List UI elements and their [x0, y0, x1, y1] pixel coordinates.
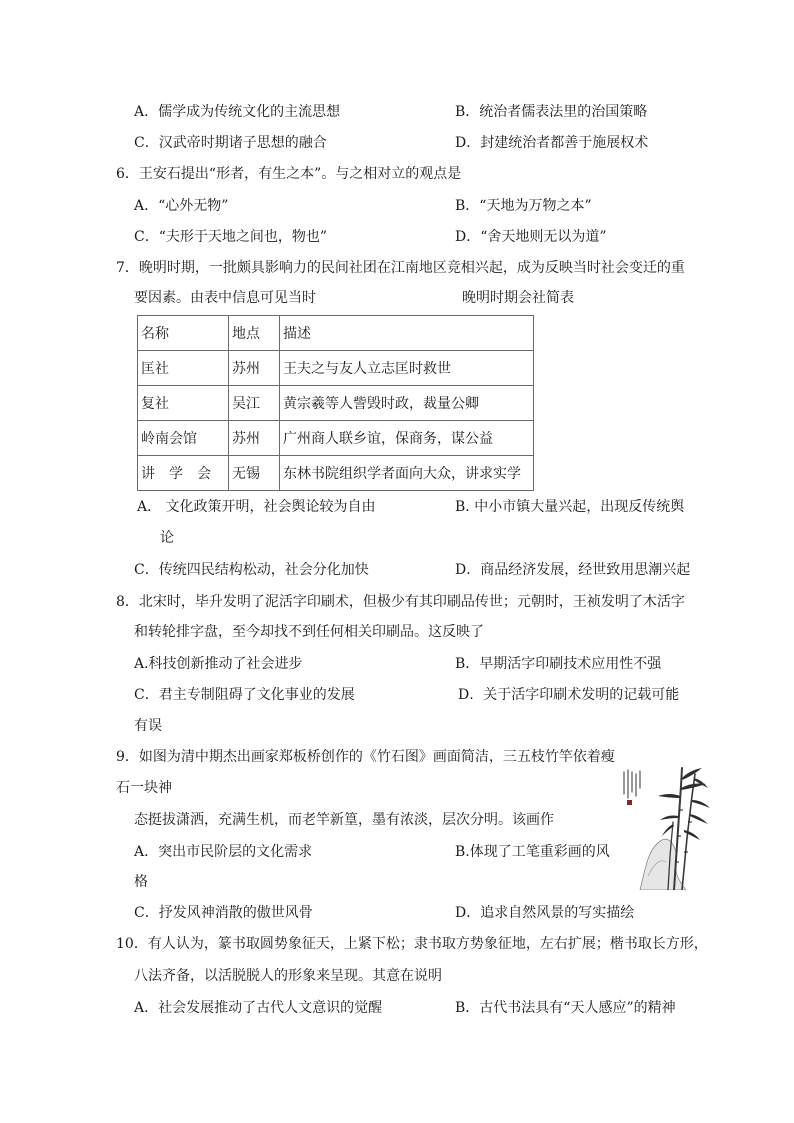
q9-option-b-continued: 格: [134, 874, 148, 890]
q7-option-c[interactable]: C．传统四民结构松动，社会分化加快: [134, 562, 369, 578]
q8-stem-line2: 和转轮排字盘，至今却找不到任何相关印刷品。这反映了: [134, 624, 484, 640]
bamboo-painting-image: [618, 766, 712, 890]
q8-option-c[interactable]: C．君主专制阻碍了文化事业的发展: [134, 687, 355, 703]
table-header-row: [138, 316, 534, 351]
q9-option-d[interactable]: D．追求自然风景的写实描绘: [455, 905, 635, 921]
table-cell: 广州商人联乡谊，保商务，谋公益: [280, 421, 534, 456]
q10-stem-line2: 八法齐备，以活脱脱人的形象来呈现。其意在说明: [134, 968, 442, 984]
q7-stem-line1: 7．晚明时期，一批颇具影响力的民间社团在江南地区竞相兴起，成为反映当时社会变迁的重: [116, 260, 685, 276]
q9-stem-line1: 9．如图为清中期杰出画家郑板桥创作的《竹石图》画面简洁，三五枝竹竿依着瘦: [116, 749, 615, 765]
q5-option-d[interactable]: D．封建统治者都善于施展权术: [455, 135, 649, 151]
q7-option-b[interactable]: B. 中小市镇大量兴起，出现反传统舆: [455, 499, 685, 515]
table-cell: 苏州: [229, 421, 280, 456]
q8-option-d-continued: 有误: [134, 718, 162, 734]
q6-option-b[interactable]: B．“天地为万物之本”: [455, 198, 592, 214]
table-cell: 苏州: [229, 351, 280, 386]
q8-option-d[interactable]: D．关于活字印刷术发明的记载可能: [458, 687, 680, 703]
q5-option-a[interactable]: A．儒学成为传统文化的主流思想: [134, 104, 341, 120]
table-header-name: 名称: [138, 316, 229, 351]
q7-club-table: [137, 315, 534, 491]
table-row: [138, 351, 534, 386]
table-header-description: 描述: [280, 316, 534, 351]
table-cell: 吴江: [229, 386, 280, 421]
q6-option-d[interactable]: D．“舍天地则无以为道”: [455, 229, 607, 245]
q9-stem-line2: 石一块神: [116, 780, 172, 796]
q6-option-a[interactable]: A．“心外无物”: [134, 198, 229, 214]
q9-option-a[interactable]: A．突出市民阶层的文化需求: [134, 844, 313, 860]
q6-option-c[interactable]: C．“夫形于天地之间也，物也”: [134, 229, 328, 245]
table-cell: 黄宗羲等人訾毁时政，裁量公卿: [280, 386, 534, 421]
q7-stem-line2: 要因素。由表中信息可见当时: [134, 290, 316, 306]
q7-table-caption: 晚明时期会社简表: [462, 290, 574, 306]
q8-stem-line1: 8．北宋时，毕升发明了泥活字印刷术，但极少有其印刷品传世；元朝时，王祯发明了木活字: [116, 594, 685, 610]
q7-option-b-continued: 论: [160, 530, 174, 546]
q9-option-c[interactable]: C．抒发风神消散的傲世风骨: [134, 905, 313, 921]
table-cell: 复社: [138, 386, 229, 421]
table-cell: 无锡: [229, 456, 280, 491]
table-cell: 讲学会: [138, 456, 229, 491]
q8-option-b[interactable]: B．早期活字印刷技术应用性不强: [455, 656, 662, 672]
q8-option-a[interactable]: A.科技创新推动了社会进步: [134, 656, 303, 672]
q5-option-c[interactable]: C．汉武帝时期诸子思想的融合: [134, 135, 327, 151]
q9-option-b[interactable]: B.体现了工笔重彩画的风: [455, 844, 610, 860]
q6-stem: 6．王安石提出“形者，有生之本”。与之相对立的观点是: [116, 166, 462, 182]
q10-option-a[interactable]: A．社会发展推动了古代人文意识的觉醒: [134, 1000, 383, 1016]
table-header-place: 地点: [229, 316, 280, 351]
table-cell: 东林书院组织学者面向大众，讲求实学: [280, 456, 534, 491]
table-cell: 匡社: [138, 351, 229, 386]
table-row: [138, 456, 534, 491]
table-row: [138, 421, 534, 456]
q10-option-b[interactable]: B．古代书法具有“天人感应”的精神: [455, 1000, 676, 1016]
table-cell: 岭南会馆: [138, 421, 229, 456]
table-cell: 王夫之与友人立志匡时救世: [280, 351, 534, 386]
q7-option-a[interactable]: A． 文化政策开明，社会舆论较为自由: [137, 499, 376, 515]
q9-stem-line3: 态挺拔潇洒，充满生机，而老竿新篁，墨有浓淡，层次分明。该画作: [134, 812, 554, 828]
table-row: [138, 386, 534, 421]
q5-option-b[interactable]: B．统治者儒表法里的治国策略: [455, 104, 648, 120]
q7-option-d[interactable]: D．商品经济发展，经世致用思潮兴起: [455, 562, 691, 578]
q10-stem-line1: 10．有人认为，篆书取圆势象征天，上紧下松；隶书取方势象征地，左右扩展；楷书取长方形，: [116, 936, 708, 952]
